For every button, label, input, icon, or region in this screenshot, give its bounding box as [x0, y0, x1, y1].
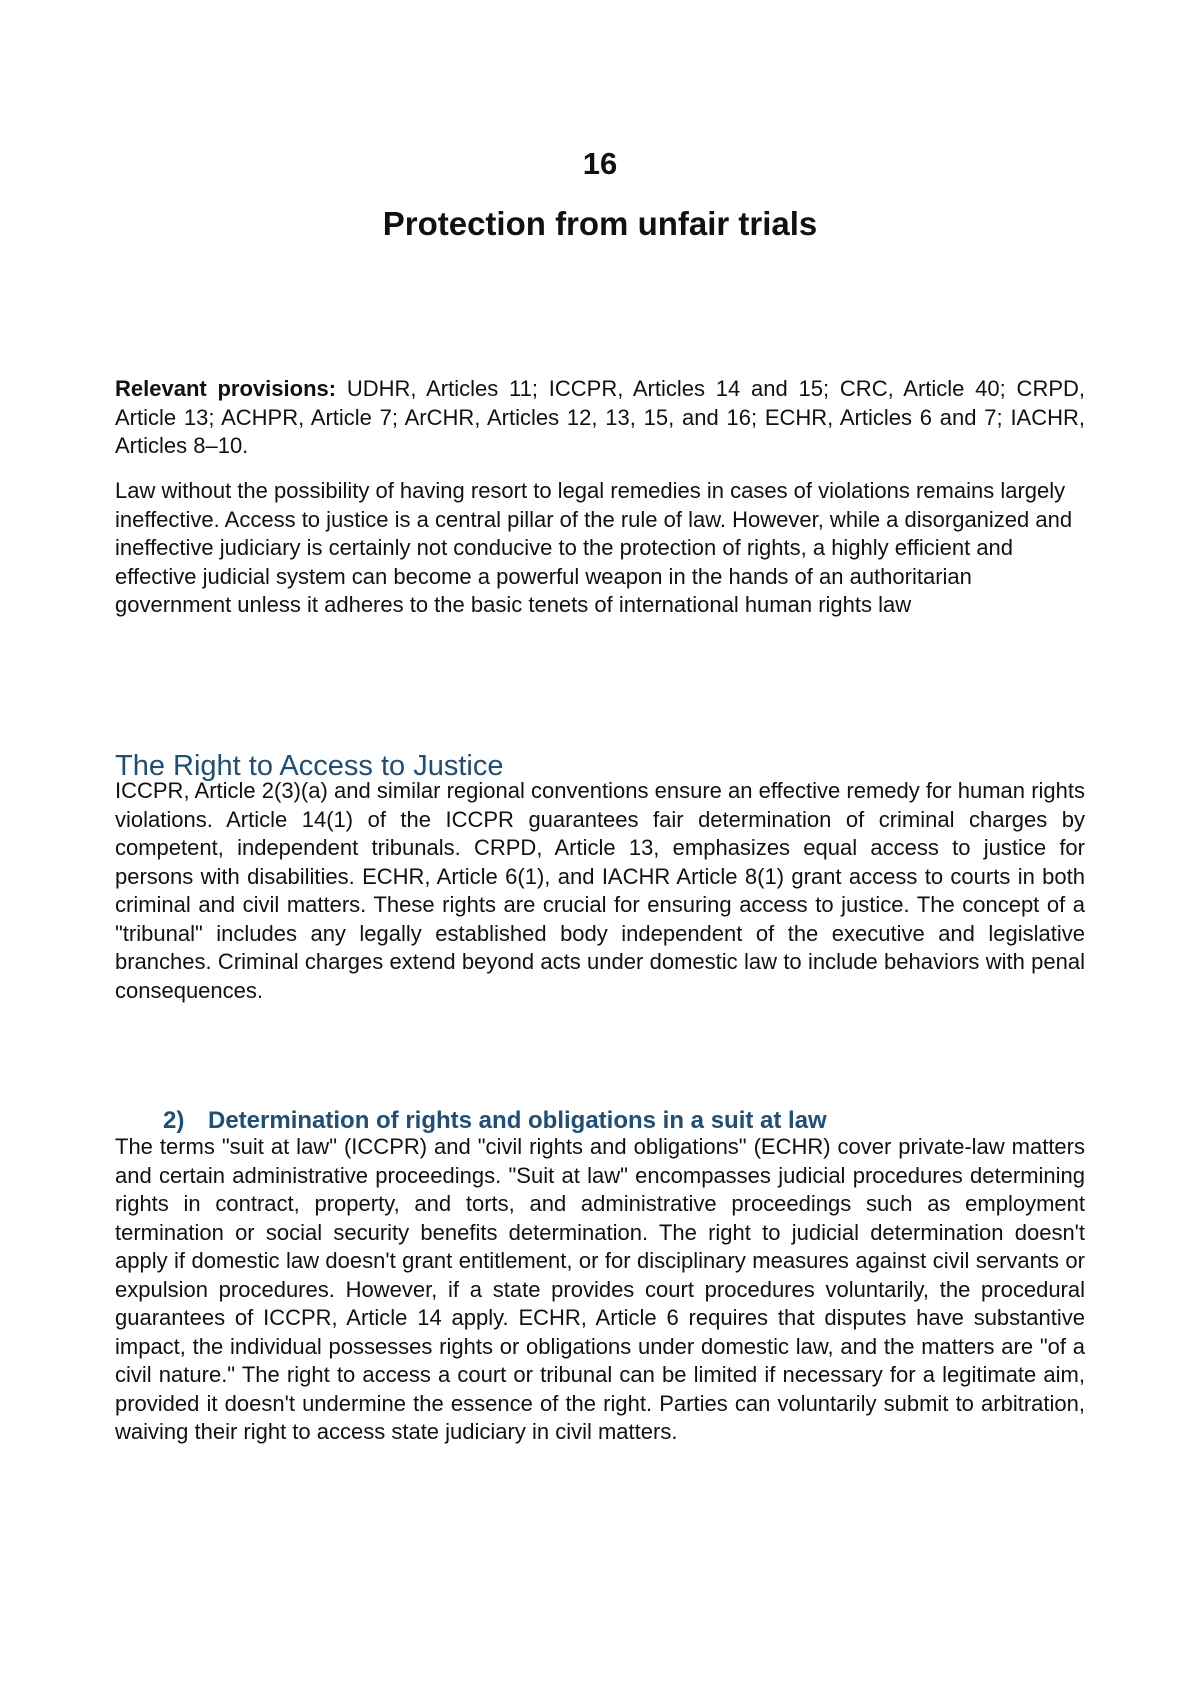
subsection-number: 2) — [163, 1107, 185, 1134]
chapter-number: 16 — [582, 146, 618, 181]
provisions-label: Relevant provisions: — [115, 376, 337, 401]
provisions-text: UDHR, Articles 11; ICCPR, Articles 14 and 15; CRC, Article 40; CRPD, Article 13; ACHPR, Article 7; ArCHR, Articles 12, 13, 15, and 16; ECHR, Articles 6 and 7; IACHR, Articles 8–10. — [115, 376, 1086, 458]
subsection-body — [115, 1133, 1085, 1447]
chapter-title: Protection from unfair trials — [382, 205, 818, 242]
subsection-title: Determination of rights and obligations in a suit at law — [208, 1107, 827, 1134]
provisions-paragraph — [115, 375, 1085, 461]
relevant-provisions — [115, 375, 1085, 461]
intro-section — [115, 477, 1085, 620]
section-paragraph: ICCPR, Article 2(3)(a) and similar regional conventions ensure an effective remedy for human rights violations. Article 14(1) of the ICCPR guarantees fair determination of criminal charges by competent, independent tribunals. CRPD, Article 13, emphasizes equal access to justice for persons with disabilities. ECHR, Article 6(1), and IACHR Article 8(1) grant access to courts in both criminal and civil matters. These rights are crucial for ensuring access to justice. The concept of a "tribunal" includes any legally established body independent of the executive and legislative branches. Criminal charges extend beyond acts under domestic law to include behaviors with penal consequences. — [115, 778, 1085, 1003]
intro-paragraph: Law without the possibility of having resort to legal remedies in cases of violations remains largely ineffective. Access to justice is a central pillar of the rule of law. However, while a disorganized and ineffective judiciary is certainly not conducive to the protection of rights, a highly efficient and effective judicial system can become a powerful weapon in the hands of an authoritarian government unless it adheres to the basic tenets of international human rights law — [115, 478, 1073, 617]
section-body — [115, 777, 1085, 1005]
section-heading: The Right to Access to Justice — [115, 750, 504, 783]
subsection-paragraph: The terms "suit at law" (ICCPR) and "civil rights and obligations" (ECHR) cover private-law matters and certain administrative proceedings. "Suit at law" encompasses judicial procedures determining rights in contract, property, and torts, and administrative proceedings such as employment termination or social security benefits determination. The right to judicial determination doesn't apply if domestic law doesn't grant entitlement, or for disciplinary measures against civil servants or expulsion procedures. However, if a state provides court procedures voluntarily, the procedural guarantees of ICCPR, Article 14 apply. ECHR, Article 6 requires that disputes have substantive impact, the individual possesses rights or obligations under domestic law, and the matters are "of a civil nature." The right to access a court or tribunal can be limited if necessary for a legitimate aim, provided it doesn't undermine the essence of the right. Parties can voluntarily submit to arbitration, waiving their right to access state judiciary in civil matters. — [115, 1134, 1085, 1444]
